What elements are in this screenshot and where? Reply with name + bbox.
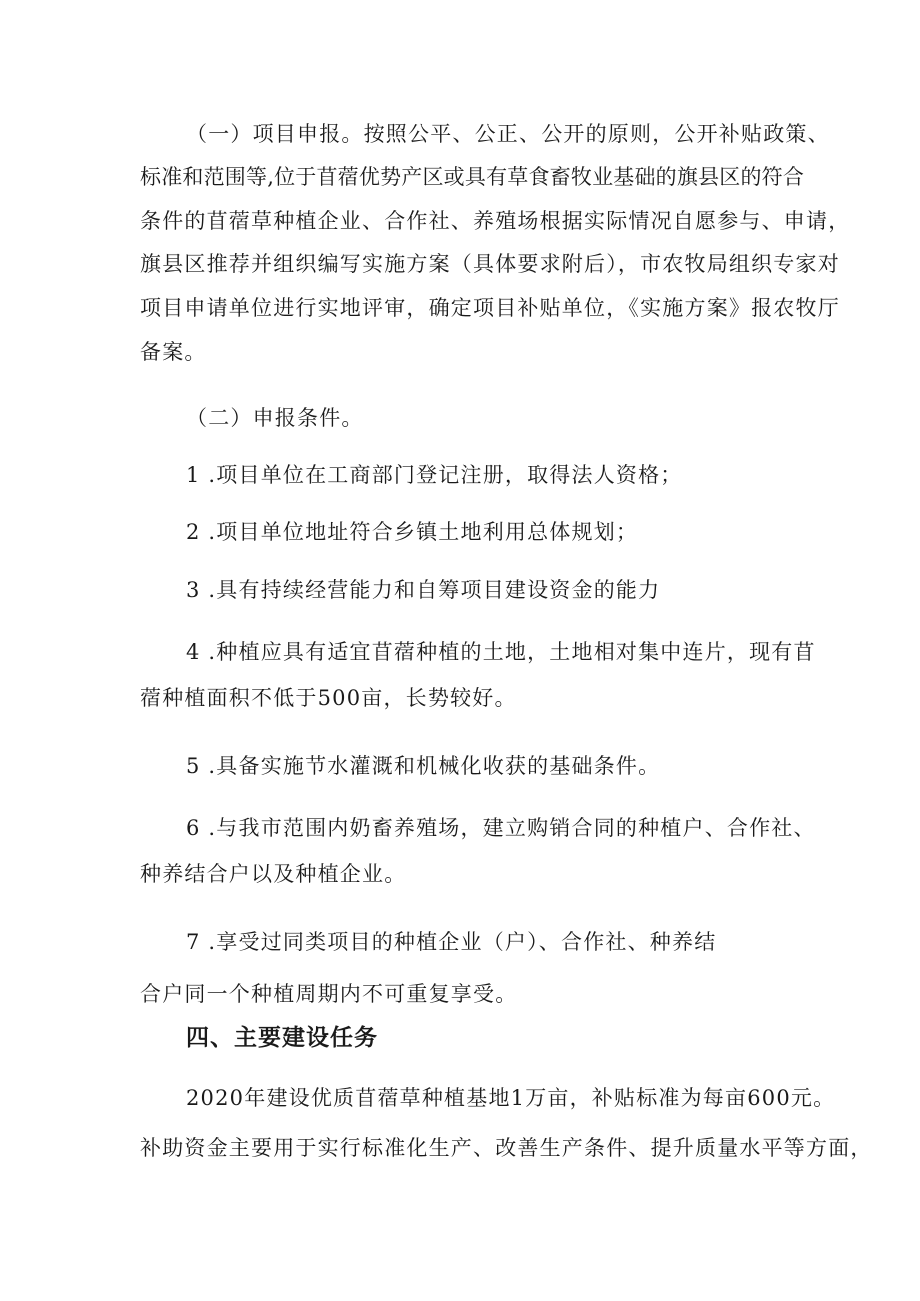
paragraph-line: 旗县区推荐并组织编写实施方案（具体要求附后），市农牧局组织专家对 bbox=[140, 252, 840, 276]
condition-item-7-cont: 合户同一个种植周期内不可重复享受。 bbox=[140, 982, 518, 1006]
condition-item-4: 4 .种植应具有适宜苜蓿种植的土地，土地相对集中连片，现有苜 bbox=[186, 640, 816, 664]
subsection-title: （二）申报条件。 bbox=[186, 406, 364, 430]
paragraph-line: 项目申请单位进行实地评审，确定项目补贴单位，《实施方案》报农牧厅 bbox=[140, 296, 840, 320]
section-heading: 四、主要建设任务 bbox=[186, 1025, 378, 1051]
paragraph-line: （一）项目申报。按照公平、公正、公开的原则，公开补贴政策、 bbox=[186, 122, 830, 146]
condition-item-1: 1 .项目单位在工商部门登记注册，取得法人资格； bbox=[186, 463, 683, 487]
paragraph-line: 标准和范围等,位于苜蓿优势产区或具有草食畜牧业基础的旗县区的符合 bbox=[140, 165, 805, 189]
condition-item-3: 3 .具有持续经营能力和自筹项目建设资金的能力 bbox=[186, 578, 661, 602]
paragraph-line: 备案。 bbox=[140, 340, 207, 364]
condition-item-6: 6 .与我市范围内奶畜养殖场，建立购销合同的种植户、合作社、 bbox=[186, 816, 816, 840]
condition-item-2: 2 .项目单位地址符合乡镇土地利用总体规划； bbox=[186, 520, 639, 544]
paragraph-line: 补助资金主要用于实行标准化生产、改善生产条件、提升质量水平等方面， bbox=[140, 1136, 873, 1160]
paragraph-line: 条件的苜蓿草种植企业、合作社、养殖场根据实际情况自愿参与、申请， bbox=[140, 209, 851, 233]
condition-item-5: 5 .具备实施节水灌溉和机械化收获的基础条件。 bbox=[186, 754, 661, 778]
condition-item-4-cont: 蓿种植面积不低于500亩，长势较好。 bbox=[140, 686, 517, 710]
condition-item-6-cont: 种养结合户以及种植企业。 bbox=[140, 862, 407, 886]
condition-item-7: 7 .享受过同类项目的种植企业（户）、合作社、种养结 bbox=[186, 930, 717, 954]
paragraph-line: 2020年建设优质苜蓿草种植基地1万亩，补贴标准为每亩600元。 bbox=[186, 1086, 836, 1110]
